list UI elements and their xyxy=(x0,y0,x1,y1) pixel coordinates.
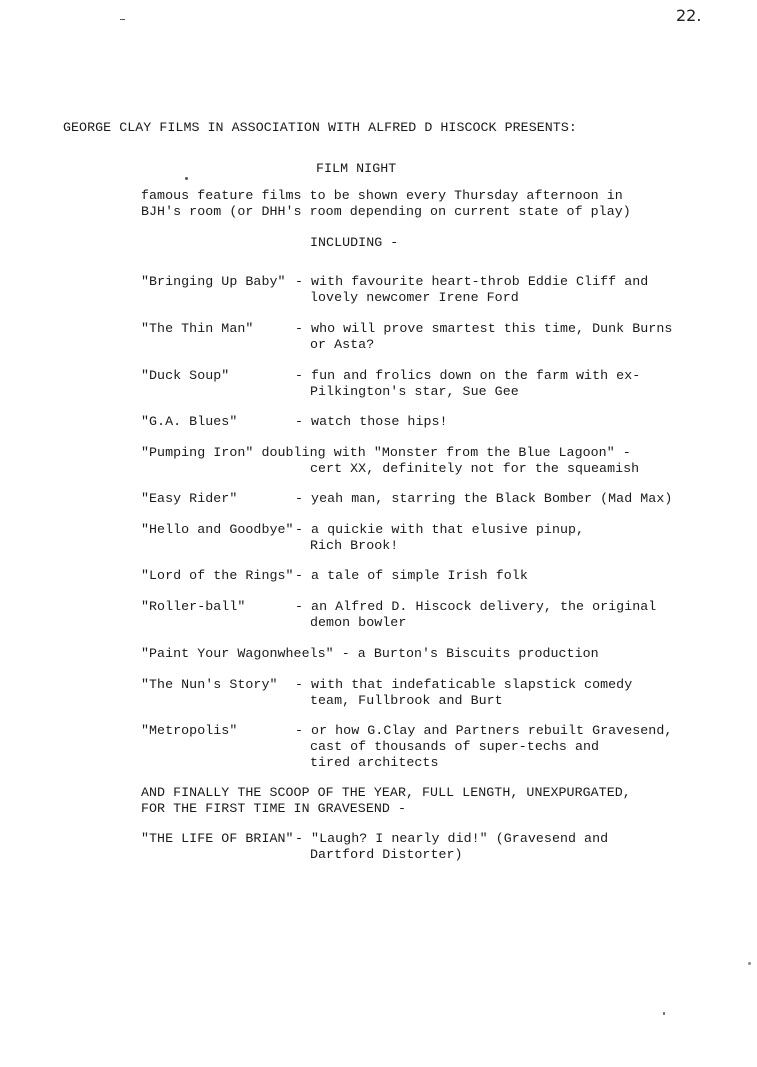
film-desc: team, Fullbrook and Burt xyxy=(310,693,503,708)
film-title: "Lord of the Rings" xyxy=(141,568,294,583)
film-title: "The Nun's Story" xyxy=(141,677,278,692)
film-desc: - with that indefaticable slapstick comedy xyxy=(295,677,633,692)
intro-line: BJH's room (or DHH's room depending on current state of play) xyxy=(141,204,631,219)
film-desc: - who will prove smartest this time, Dunk Burns xyxy=(295,321,673,336)
film-desc: Pilkington's star, Sue Gee xyxy=(310,384,519,399)
intro-line: famous feature films to be shown every Thursday afternoon in xyxy=(141,188,623,203)
including-label: INCLUDING - xyxy=(310,235,399,250)
final-film-desc: Dartford Distorter) xyxy=(310,847,463,862)
film-desc: - a tale of simple Irish folk xyxy=(295,568,528,583)
page-title: FILM NIGHT xyxy=(316,161,397,176)
film-desc: demon bowler xyxy=(310,615,407,630)
film-desc: - or how G.Clay and Partners rebuilt Gravesend, xyxy=(295,723,673,738)
scan-mark xyxy=(120,19,125,20)
film-title: "Paint Your Wagonwheels" - a Burton's Biscuits production xyxy=(141,646,599,661)
film-desc: or Asta? xyxy=(310,337,375,352)
film-desc: - a quickie with that elusive pinup, xyxy=(295,522,585,537)
film-desc: cast of thousands of super-techs and xyxy=(310,739,600,754)
page-number: 22. xyxy=(676,6,702,25)
film-desc: - watch those hips! xyxy=(295,414,448,429)
film-desc: - yeah man, starring the Black Bomber (Mad Max) xyxy=(295,491,673,506)
film-desc: Rich Brook! xyxy=(310,538,399,553)
finale-line: AND FINALLY THE SCOOP OF THE YEAR, FULL LENGTH, UNEXPURGATED, xyxy=(141,785,631,800)
film-title: "Easy Rider" xyxy=(141,491,238,506)
scan-mark xyxy=(185,177,188,180)
film-desc: lovely newcomer Irene Ford xyxy=(310,290,519,305)
film-title: "Roller-ball" xyxy=(141,599,246,614)
film-title: "Duck Soup" xyxy=(141,368,230,383)
final-film-title: "THE LIFE OF BRIAN" xyxy=(141,831,294,846)
film-desc: - fun and frolics down on the farm with ex- xyxy=(295,368,641,383)
finale-line: FOR THE FIRST TIME IN GRAVESEND - xyxy=(141,801,406,816)
film-title: "G.A. Blues" xyxy=(141,414,238,429)
film-desc: - with favourite heart-throb Eddie Cliff and xyxy=(295,274,649,289)
film-desc: cert XX, definitely not for the squeamish xyxy=(310,461,640,476)
film-title: "Metropolis" xyxy=(141,723,238,738)
film-title: "Bringing Up Baby" xyxy=(141,274,286,289)
heading: GEORGE CLAY FILMS IN ASSOCIATION WITH ALFRED D HISCOCK PRESENTS: xyxy=(63,120,577,135)
film-desc: - an Alfred D. Hiscock delivery, the original xyxy=(295,599,657,614)
scan-mark xyxy=(748,962,751,965)
film-title: "Hello and Goodbye" xyxy=(141,522,294,537)
film-title: "Pumping Iron" doubling with "Monster from the Blue Lagoon" - xyxy=(141,445,631,460)
scan-mark xyxy=(663,1012,665,1015)
film-desc: tired architects xyxy=(310,755,439,770)
final-film-desc: - "Laugh? I nearly did!" (Gravesend and xyxy=(295,831,609,846)
film-title: "The Thin Man" xyxy=(141,321,254,336)
